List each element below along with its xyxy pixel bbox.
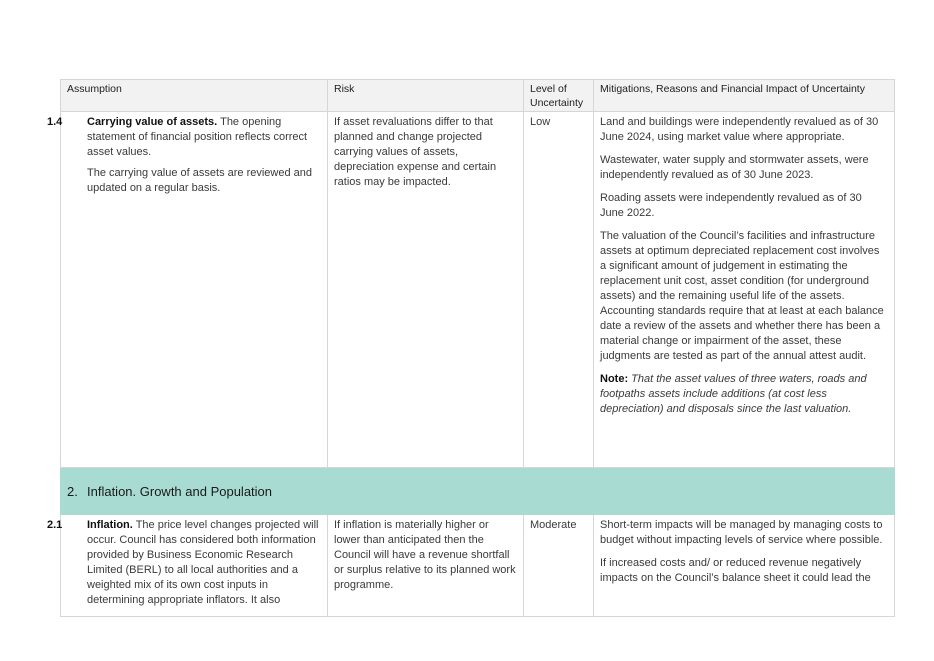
mitigation-paragraph: Short-term impacts will be managed by managing costs to budget without impacting levels of service where possible. [600,519,883,546]
risk-cell [328,112,524,468]
mitigation-paragraph: The valuation of the Council’s facilities and infrastructure assets at optimum depreciated replacement cost involves a significant amount of judgement in estimating the replacement unit cost, asset condition (for underground assets) and the remaining useful life of the assets. Accounting standards require that at least at each balance date a review of the assets and whether there has been a material change or impairment of the asset, these judgments are tested as part of the annual attest audit. [600,230,884,362]
assumption-text-2: The carrying value of assets are reviewed and updated on a regular basis. [87,167,313,194]
risk-text: If asset revaluations differ to that planned and change projected carrying values of assets, depreciation expense and certain ratios may be impacted. [334,116,497,188]
assumption-title: Inflation. [87,519,133,531]
row-number: 1.4 [47,116,63,128]
mitigation-paragraph: Land and buildings were independently revalued as of 30 June 2024, using market value where appropriate. [600,116,879,143]
section-number: 2. [67,483,78,499]
table-row-1-4 [61,112,895,468]
section-header-row [61,468,895,515]
note-text: That the asset values of three waters, roads and footpaths assets include additions (at cost less depreciation) and disposals since the last valuation. [600,373,867,415]
section-title-cell [61,468,895,515]
header-mitigations: Mitigations, Reasons and Financial Impact of Uncertainty [594,80,895,112]
assumption-title: Carrying value of assets. [87,116,218,128]
assumption-cell [47,515,328,617]
assumption-cell [47,112,328,468]
mitigation-cell [594,515,895,617]
level-text: Low [530,116,551,128]
note-label: Note: [600,373,629,385]
risk-text: If inflation is materially higher or lower than anticipated then the Council will have a revenue shortfall or surplus relative to its planned work programme. [334,519,516,591]
risk-cell [328,515,524,617]
mitigation-paragraph: Wastewater, water supply and stormwater assets, were independently revalued as of 30 June 2023. [600,154,869,181]
assumption-text: The price level changes projected will occur. Council has considered both information provided by Business Economic Research Limited (BERL) to all local authorities and a weighted mix of its own cost inputs in determining appropriate inflators. It also [87,519,319,606]
mitigation-paragraph: Roading assets were independently revalued as of 30 June 2022. [600,192,862,219]
table-header-row [61,80,895,112]
header-level-of-uncertainty: Level of Uncertainty [524,80,594,112]
assumption-text: The opening statement of financial position reflects correct asset values. [87,116,308,158]
header-risk: Risk [328,80,524,112]
mitigation-paragraph: If increased costs and/ or reduced revenue negatively impacts on the Council’s balance sheet it could lead the [600,557,871,584]
mitigation-cell [594,112,895,468]
header-assumption: Assumption [61,80,328,112]
section-title: Inflation. Growth and Population [87,483,273,499]
assumptions-table [47,79,895,617]
table-row-2-1 [61,515,895,617]
row-number: 2.1 [47,519,63,531]
level-cell [524,112,594,468]
level-cell [524,515,594,617]
level-text: Moderate [530,519,577,531]
